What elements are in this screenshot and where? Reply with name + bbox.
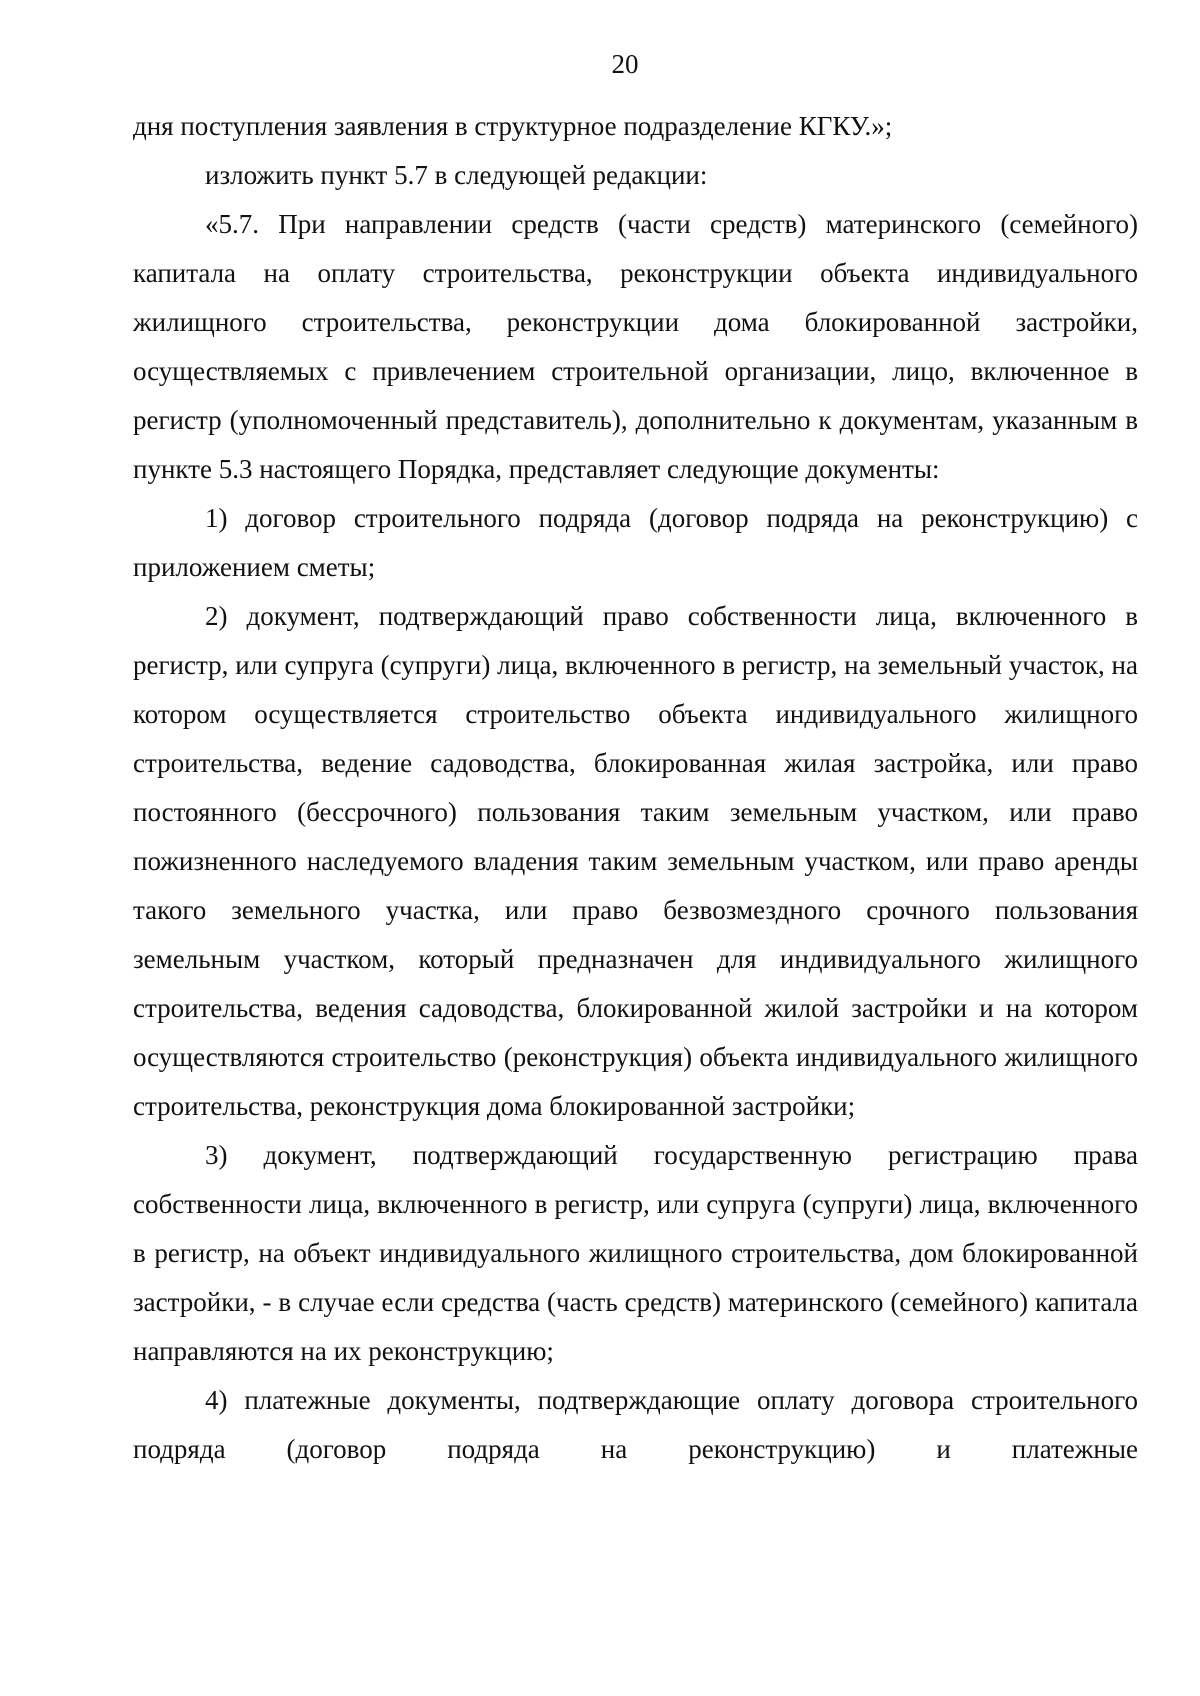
paragraph: «5.7. При направлении средств (части средств) материнского (семейного) капитала на оплату строительства, реконструкции объекта индивидуального жилищного строительства, реконструкции дома блокированной застройки, осуществляемых с привлечением строительной организации, лицо, включенное в регистр (уполномоченный представитель), дополнительно к документам, указанным в пункте 5.3 настоящего Порядка, представляет следующие документы: — [133, 209, 1138, 484]
paragraph: 4) платежные документы, подтверждающие оплату договора строительного подряда (договор подряда на реконструкцию) и платежные — [133, 1385, 1138, 1464]
paragraph: изложить пункт 5.7 в следующей редакции: — [205, 160, 708, 190]
paragraph: 3) документ, подтверждающий государственную регистрацию права собственности лица, включенного в регистр, или супруга (супруги) лица, включенного в регистр, на объект индивидуального жилищного строительства, дом блокированной застройки, - в случае если средства (часть средств) материнского (семейного) капитала направляются на их реконструкцию; — [133, 1140, 1138, 1366]
paragraph: 2) документ, подтверждающий право собственности лица, включенного в регистр, или супруга (супруги) лица, включенного в регистр, на земельный участок, на котором осуществляется строительство объекта индивидуального жилищного строительства, ведение садоводства, блокированная жилая застройка, или право постоянного (бессрочного) пользования таким земельным участком, или право пожизненного наследуемого владения таким земельным участком, или право аренды такого земельного участка, или право безвозмездного срочного пользования земельным участком, который предназначен для индивидуального жилищного строительства, ведения садоводства, блокированной жилой застройки и на котором осуществляются строительство (реконструкция) объекта индивидуального жилищного строительства, реконструкция дома блокированной застройки; — [133, 601, 1138, 1121]
paragraph: 1) договор строительного подряда (договор подряда на реконструкцию) с приложением сметы; — [133, 503, 1138, 582]
paragraph: дня поступления заявления в структурное подразделение КГКУ.»; — [133, 111, 893, 141]
document-body — [133, 102, 1138, 1474]
page-number: 20 — [611, 49, 639, 79]
